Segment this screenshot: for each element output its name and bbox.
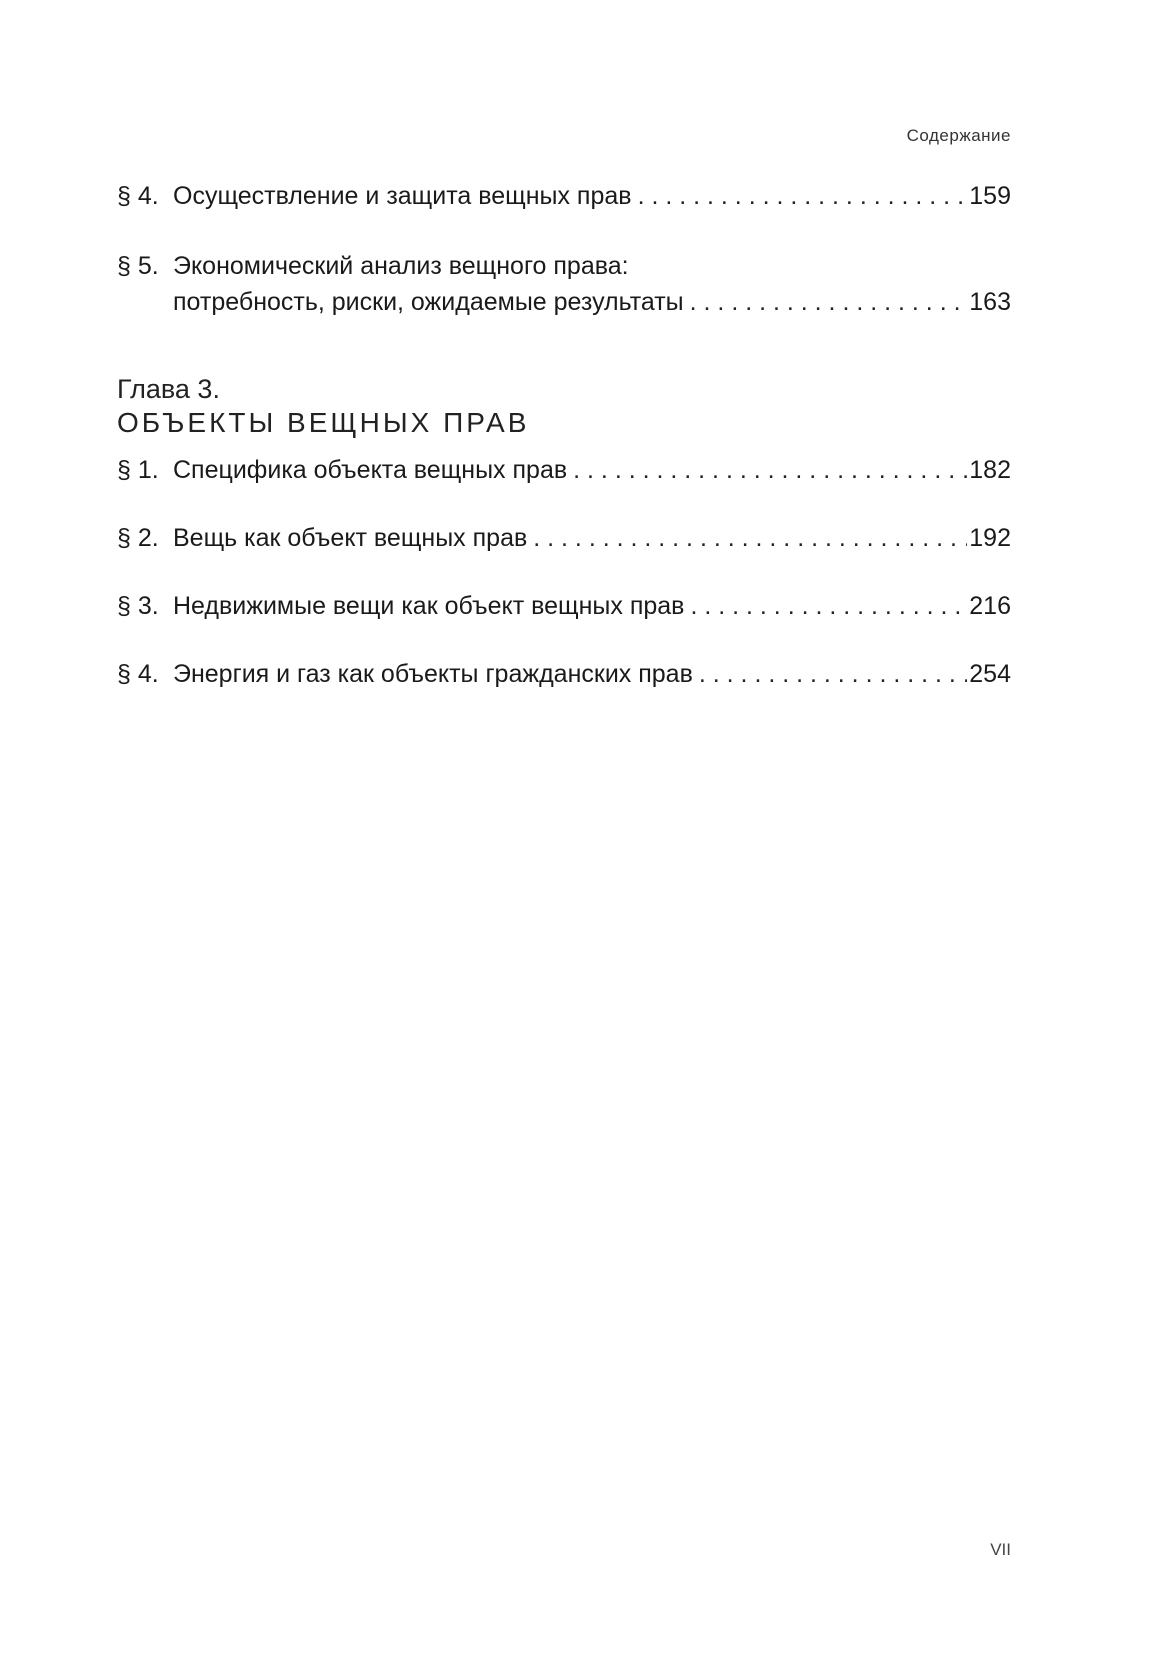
- section-number: § 4.: [117, 660, 159, 688]
- dot-leader: [638, 180, 968, 212]
- section-title: Недвижимые вещи как объект вещных прав: [173, 592, 685, 620]
- page-number: 254: [969, 660, 1011, 688]
- section-title: Экономический анализ вещного права:: [173, 252, 629, 280]
- toc-entry[interactable]: [117, 250, 1011, 318]
- section-number: § 1.: [117, 456, 159, 484]
- section-number: § 2.: [117, 524, 159, 552]
- dot-leader: [699, 658, 967, 690]
- toc-entry[interactable]: [117, 454, 1011, 486]
- toc-entry[interactable]: [117, 590, 1011, 622]
- dot-leader: [690, 590, 967, 622]
- page-number: 163: [969, 288, 1011, 316]
- dot-leader: [573, 454, 967, 486]
- section-number: § 4.: [117, 182, 159, 210]
- section-title-continuation: потребность, риски, ожидаемые результаты: [173, 288, 684, 316]
- section-title: Энергия и газ как объекты гражданских прав: [173, 660, 693, 688]
- section-title: Осуществление и защита вещных прав: [173, 182, 632, 210]
- dot-leader: [690, 286, 968, 318]
- toc-entry[interactable]: [117, 658, 1011, 690]
- page-number: 192: [969, 524, 1011, 552]
- toc-entry[interactable]: [117, 180, 1011, 212]
- page-number: 159: [969, 182, 1011, 210]
- chapter-title: ОБЪЕКТЫ ВЕЩНЫХ ПРАВ: [117, 407, 530, 438]
- page-number: 216: [969, 592, 1011, 620]
- page-folio: VII: [990, 1540, 1011, 1559]
- section-title: Вещь как объект вещных прав: [173, 524, 528, 552]
- chapter-heading: [117, 372, 529, 440]
- dot-leader: [533, 522, 967, 554]
- page-number: 182: [969, 456, 1011, 484]
- section-number: § 3.: [117, 592, 159, 620]
- chapter-label: Глава 3.: [117, 374, 220, 404]
- section-title: Специфика объекта вещных прав: [173, 456, 568, 484]
- section-number: § 5.: [117, 252, 159, 280]
- running-head: Содержание: [906, 126, 1011, 145]
- toc-entry[interactable]: [117, 522, 1011, 554]
